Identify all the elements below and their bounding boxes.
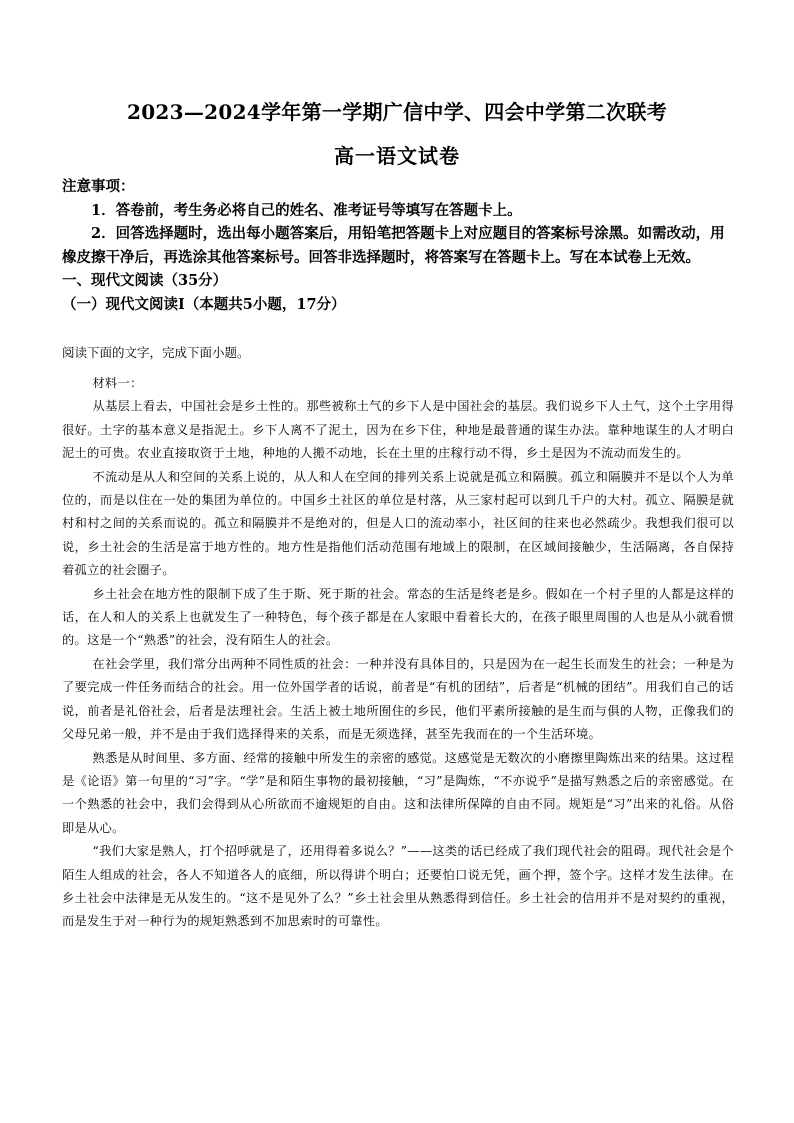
notice-block <box>62 175 736 316</box>
material-paragraph-4: 在社会学里，我们常分出两种不同性质的社会：一种并没有具体目的，只是因为在一起生长而发生的社会；一种是为了要完成一件任务而结合的社会。用一位外国学者的话说，前者是“有机的团结”，后者是“机械的团结”。用我们自己的话说，前者是礼俗社会，后者是法理社会。生活上被土地所囿住的乡民，他们平素所接触的是生而与俱的人物，正像我们的父母兄弟一般，并不是由于我们选择得来的关系，而是无须选择，甚至先我而在的一个生活环境。 <box>62 656 734 742</box>
notice-item-1: 1．答卷前，考生务必将自己的姓名、准考证号等填写在答题卡上。 <box>91 201 522 219</box>
exam-title: 2023—2024学年第一学期广信中学、四会中学第二次联考 <box>126 100 668 124</box>
material-paragraph-5: 熟悉是从时间里、多方面、经常的接触中所发生的亲密的感觉。这感觉是无数次的小磨擦里陶炼出来的结果。这过程是《论语》第一句里的“习”字。“学”是和陌生事物的最初接触，“习”是陶炼，“不亦说乎”是描写熟悉之后的亲密感觉。在一个熟悉的社会中，我们会得到从心所欲而不逾规矩的自由。这和法律所保障的自由不同。规矩是“习”出来的礼俗。从俗即是从心。 <box>62 750 734 835</box>
material-paragraph-2: 不流动是从人和空间的关系上说的，从人和人在空间的排列关系上说就是孤立和隔膜。孤立和隔膜并不是以个人为单位的，而是以住在一处的集团为单位的。中国乡土社区的单位是村落，从三家村起可以到几千户的大村。孤立、隔膜是就村和村之间的关系而说的。孤立和隔膜并不是绝对的，但是人口的流动率小，社区间的往来也必然疏少。我想我们很可以说，乡土社会的生活是富于地方性的。地方性是指他们活动范围有地域上的限制，在区域间接触少，生活隔离，各自保持着孤立的社会圈子。 <box>62 469 734 578</box>
material-paragraph-6: “我们大家是熟人，打个招呼就是了，还用得着多说么？”——这类的话已经成了我们现代社会的阻碍。现代社会是个陌生人组成的社会，各人不知道各人的底细，所以得讲个明白；还要怕口说无凭，画个押，签个字。这样才发生法律。在乡土社会中法律是无从发生的。“这不是见外了么？”乡土社会里从熟悉得到信任。乡土社会的信用并不是对契约的重视，而是发生于对一种行为的规矩熟悉到不加思索时的可靠性。 <box>62 844 734 929</box>
notice-item-2: 2．回答选择题时，选出每小题答案后，用铅笔把答题卡上对应题目的答案标号涂黑。如需改动，用橡皮擦干净后，再选涂其他答案标号。回答非选择题时，将答案写在答题卡上。写在本试卷上无效。 <box>62 225 725 266</box>
exam-subtitle: 高一语文试卷 <box>334 144 460 168</box>
material-text <box>62 372 734 934</box>
material-paragraph-1: 从基层上看去，中国社会是乡土性的。那些被称土气的乡下人是中国社会的基层。我们说乡下人土气，这个土字用得很好。土字的基本意义是指泥土。乡下人离不了泥土，因为在乡下住，种地是最普通的谋生办法。靠种地谋生的人才明白泥土的可贵。农业直接取资于土地，种地的人搬不动地，长在土里的庄稼行动不得，乡土是因为不流动而发生的。 <box>62 399 734 461</box>
section-heading: 一、现代文阅读（35分） <box>62 272 228 289</box>
section-sub-heading: （一）现代文阅读Ⅰ（本题共5小题，17分） <box>62 295 346 313</box>
notice-heading: 注意事项： <box>62 178 135 195</box>
reading-instruction: 阅读下面的文字，完成下面小题。 <box>62 345 250 360</box>
material-paragraph-3: 乡土社会在地方性的限制下成了生于斯、死于斯的社会。常态的生活是终老是乡。假如在一个村子里的人都是这样的话，在人和人的关系上也就发生了一种特色，每个孩子都是在人家眼中看着长大的，在孩子眼里周围的人也是从小就看惯的。这是一个“熟悉”的社会，没有陌生人的社会。 <box>62 586 734 648</box>
material-label: 材料一： <box>92 376 143 390</box>
